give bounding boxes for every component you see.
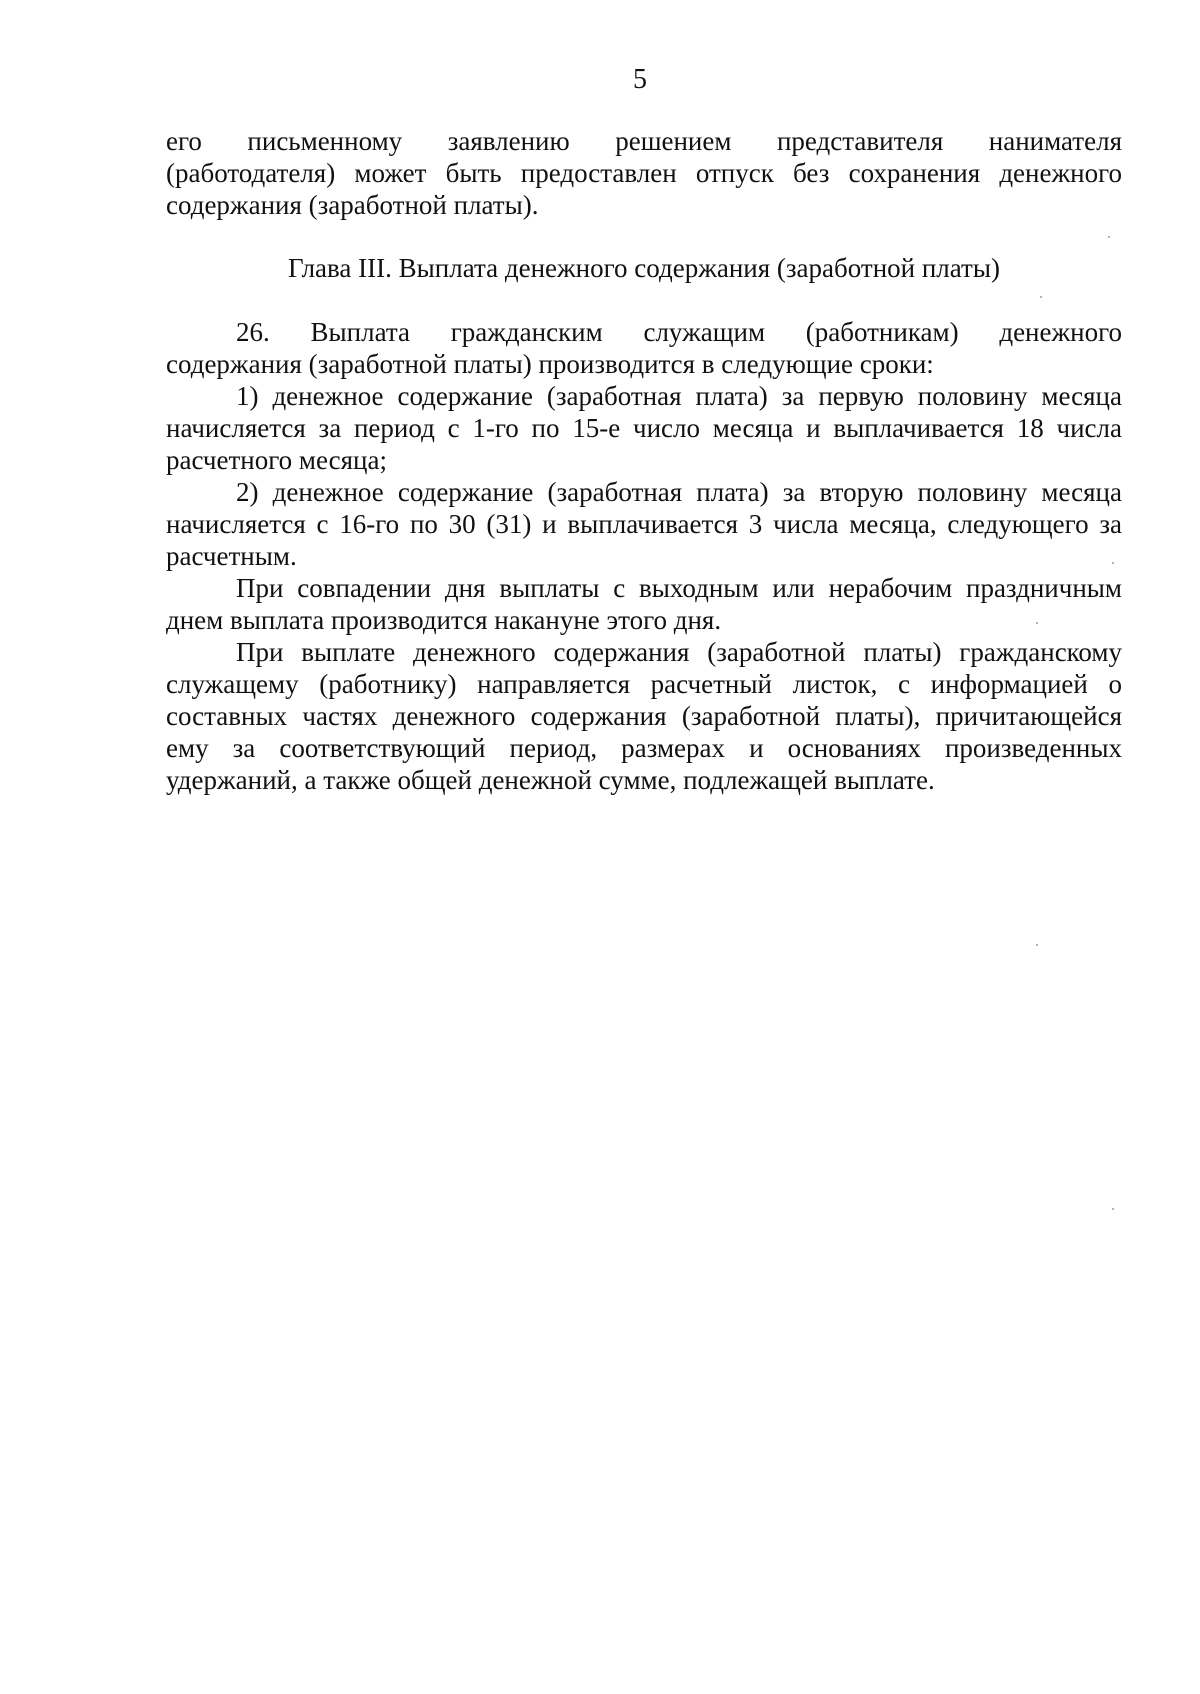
intro-paragraph: [166, 125, 1122, 221]
text-line: (работодателя) может быть предоставлен отпуск без сохранения денежного: [166, 158, 1122, 188]
scan-speck: [1036, 622, 1038, 624]
text-line: служащему (работнику) направляется расчетный листок, с информацией о: [166, 669, 1122, 699]
scan-speck: [1112, 1208, 1114, 1210]
text-line: его письменному заявлению решением представителя нанимателя: [166, 126, 1122, 156]
text-line: составных частях денежного содержания (заработной платы), причитающейся: [166, 701, 1122, 731]
text-line: 2) денежное содержание (заработная плата) за вторую половину месяца: [236, 477, 1122, 507]
text-line: содержания (заработной платы) производится в следующие сроки:: [166, 349, 934, 379]
text-line: содержания (заработной платы).: [166, 190, 539, 220]
text-line: ему за соответствующий период, размерах и основаниях произведенных: [166, 733, 1122, 763]
text-line: расчетным.: [166, 541, 297, 571]
text-line: начисляется с 16-го по 30 (31) и выплачивается 3 числа месяца, следующего за: [166, 509, 1122, 539]
scan-speck: [1108, 236, 1110, 238]
scan-speck: [1040, 296, 1042, 298]
text-line: 1) денежное содержание (заработная плата) за первую половину месяца: [236, 381, 1122, 411]
page-number: 5: [633, 64, 647, 95]
text-line: 26. Выплата гражданским служащим (работникам) денежного: [236, 317, 1122, 347]
text-line: расчетного месяца;: [166, 445, 387, 475]
chapter-heading: Глава III. Выплата денежного содержания (заработной платы): [288, 253, 1000, 283]
text-line: удержаний, а также общей денежной сумме, подлежащей выплате.: [166, 765, 935, 795]
text-line: начисляется за период с 1-го по 15-е число месяца и выплачивается 18 числа: [166, 413, 1122, 443]
text-line: При выплате денежного содержания (заработной платы) гражданскому: [236, 637, 1122, 667]
section-26: [166, 316, 1122, 796]
scan-speck: [1112, 562, 1114, 564]
text-line: При совпадении дня выплаты с выходным или нерабочим праздничным: [236, 573, 1122, 603]
scan-speck: [1036, 944, 1038, 946]
text-line: днем выплата производится накануне этого дня.: [166, 605, 722, 635]
